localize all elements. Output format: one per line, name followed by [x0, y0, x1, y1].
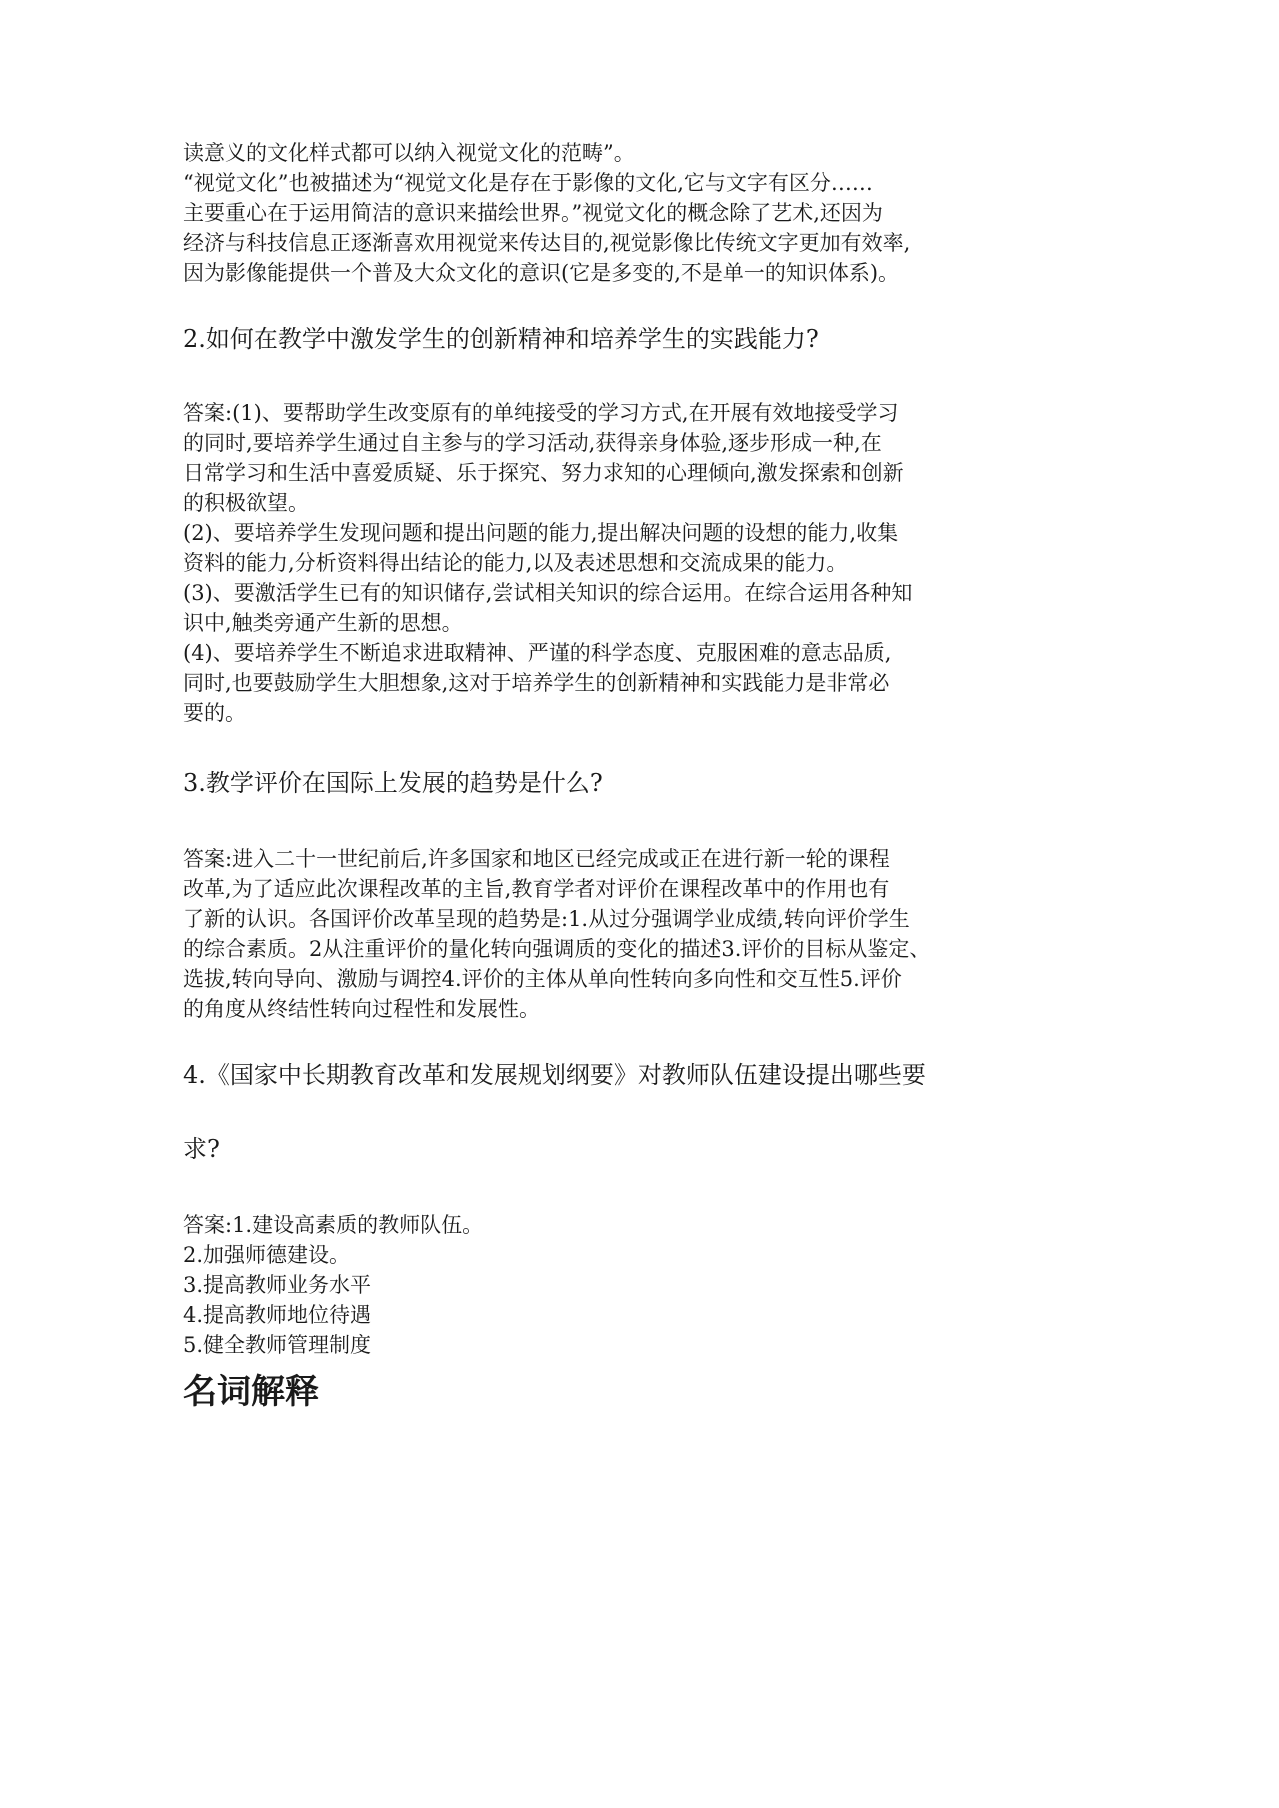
- text-line: 改革,为了适应此次课程改革的主旨,教育学者对评价在课程改革中的作用也有: [183, 877, 890, 901]
- text-line: 答案:(1)、要帮助学生改变原有的单纯接受的学习方式,在开展有效地接受学习: [183, 401, 899, 425]
- answer-4: [183, 1210, 1083, 1360]
- text-line: 识中,触类旁通产生新的思想。: [183, 611, 463, 635]
- intro-paragraph: [183, 138, 1083, 288]
- text-line: 的角度从终结性转向过程性和发展性。: [183, 997, 540, 1021]
- text-line: 同时,也要鼓励学生大胆想象,这对于培养学生的创新精神和实践能力是非常必: [183, 671, 890, 695]
- text-line: 的同时,要培养学生通过自主参与的学习活动,获得亲身体验,逐步形成一种,在: [183, 431, 882, 455]
- list-item: 4.提高教师地位待遇: [183, 1303, 372, 1327]
- list-item: 3.提高教师业务水平: [183, 1273, 372, 1297]
- text-line: (4)、要培养学生不断追求进取精神、严谨的科学态度、克服困难的意志品质,: [183, 641, 892, 665]
- text-line: 要的。: [183, 701, 246, 725]
- text-line: 主要重心在于运用简洁的意识来描绘世界。”视觉文化的概念除了艺术,还因为: [183, 201, 883, 225]
- list-item: 5.健全教师管理制度: [183, 1333, 372, 1357]
- text-line: 选拔,转向导向、激励与调控4.评价的主体从单向性转向多向性和交互性5.评价: [183, 967, 902, 991]
- list-item: 2.加强师德建设。: [183, 1243, 351, 1267]
- text-line: 的综合素质。2从注重评价的量化转向强调质的变化的描述3.评价的目标从鉴定、: [183, 937, 931, 961]
- text-line: 了新的认识。各国评价改革呈现的趋势是:1.从过分强调学业成绩,转向评价学生: [183, 907, 910, 931]
- text-line: 的积极欲望。: [183, 491, 309, 515]
- list-item: 答案:1.建设高素质的教师队伍。: [183, 1213, 484, 1237]
- text-line: 资料的能力,分析资料得出结论的能力,以及表述思想和交流成果的能力。: [183, 551, 848, 575]
- answer-3: [183, 844, 1083, 1024]
- document-page: [183, 138, 1083, 1414]
- answer-2: [183, 398, 1083, 728]
- text-line: (2)、要培养学生发现问题和提出问题的能力,提出解决问题的设想的能力,收集: [183, 521, 899, 545]
- text-line: 读意义的文化样式都可以纳入视觉文化的范畴”。: [183, 141, 635, 165]
- text-line: 答案:进入二十一世纪前后,许多国家和地区已经完成或正在进行新一轮的课程: [183, 847, 890, 871]
- text-line: “视觉文化”也被描述为“视觉文化是存在于影像的文化,它与文字有区分……: [183, 171, 873, 195]
- text-line: (3)、要激活学生已有的知识储存,尝试相关知识的综合运用。在综合运用各种知: [183, 581, 913, 605]
- text-line: 经济与科技信息正逐渐喜欢用视觉来传达目的,视觉影像比传统文字更加有效率,: [183, 231, 911, 255]
- text-line: 因为影像能提供一个普及大众文化的意识(它是多变的,不是单一的知识体系)。: [183, 261, 900, 285]
- text-line: 日常学习和生活中喜爱质疑、乐于探究、努力求知的心理倾向,激发探索和创新: [183, 461, 904, 485]
- question-4-line-2: 求?: [183, 1135, 220, 1163]
- question-2: 2.如何在教学中激发学生的创新精神和培养学生的实践能力?: [183, 325, 819, 353]
- question-4-line-1: 4.《国家中长期教育改革和发展规划纲要》对教师队伍建设提出哪些要: [183, 1061, 926, 1089]
- section-heading: 名词解释: [183, 1372, 319, 1412]
- question-3: 3.教学评价在国际上发展的趋势是什么?: [183, 769, 603, 797]
